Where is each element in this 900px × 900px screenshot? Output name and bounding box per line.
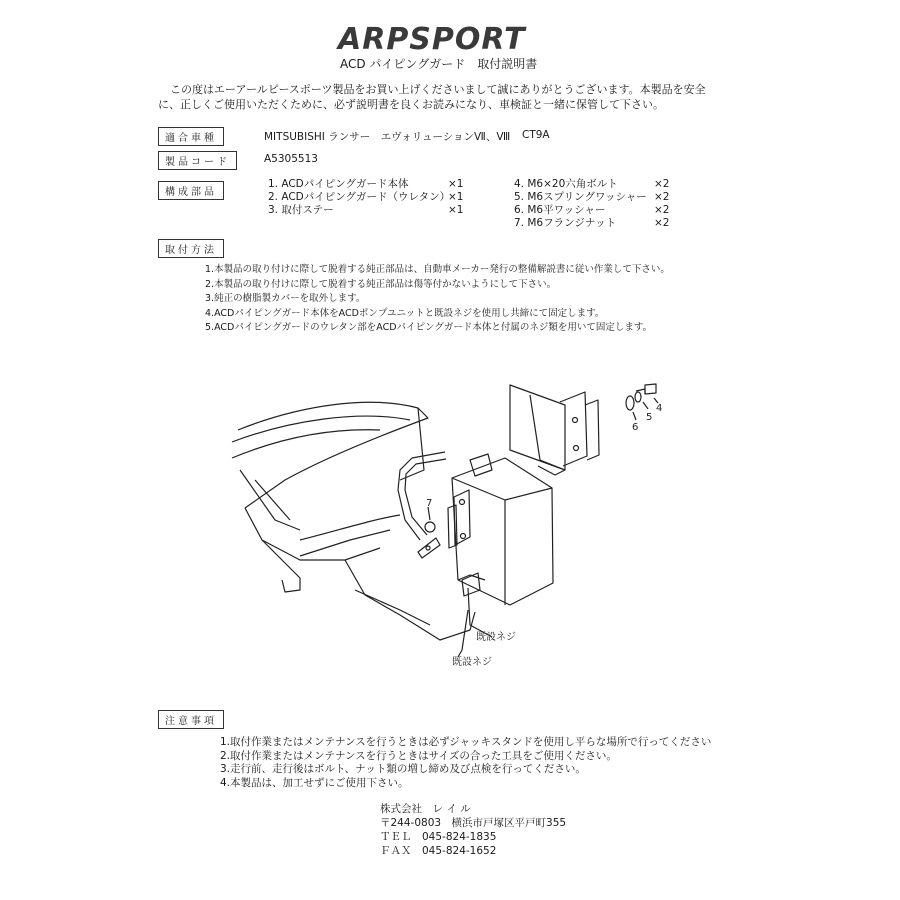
- intro-line-2: に、正しくご使用いただくために、必ず説明書を良くお読みになり、車検証と一緒に保管して下さい。: [158, 98, 664, 111]
- company-fax: ＦＡＸ 045-824-1652: [380, 845, 497, 857]
- brand-logo: ARPSPORT: [338, 22, 526, 57]
- vehicle-label: 適合車種: [158, 127, 224, 146]
- part-label-7: 7: [426, 498, 433, 509]
- part-qty: ×2: [654, 178, 670, 190]
- install-step: 5.ACDパイピングガードのウレタン部をACDパイピングガード本体と付属のネジ類を用いて固定します。: [205, 322, 653, 333]
- part-name: 4. M6×20六角ボルト: [514, 178, 618, 190]
- parts-label: 構成部品: [158, 181, 224, 200]
- caution-list: [220, 736, 711, 790]
- part-qty: ×1: [448, 191, 464, 203]
- part-qty: ×2: [654, 204, 670, 216]
- product-code-value: A5305513: [264, 153, 318, 165]
- part-name: 5. M6スプリングワッシャー: [514, 191, 647, 203]
- caution-label: 注意事項: [158, 710, 224, 729]
- part-label-6: 6: [632, 422, 639, 433]
- caution-item: 2.取付作業またはメンテナンスを行うときはサイズの合った工具をご使用ください。: [220, 749, 617, 762]
- part-qty: ×1: [448, 178, 464, 190]
- part-qty: ×1: [448, 204, 464, 216]
- install-step: 4.ACDパイピングガード本体をACDポンプユニットと既設ネジを使用し共締にて固定します。: [205, 307, 605, 319]
- intro-line-1: この度はエーアールピースポーツ製品をお買い上げくださいまして誠にありがとうございます。本製品を安全: [170, 83, 706, 96]
- install-step: 1.本製品の取り付けに際して脱着する純正部品は、自動車メーカー発行の整備解説書に従い作業して下さい。: [205, 264, 670, 275]
- company-tel: ＴＥＬ 045-824-1835: [380, 831, 497, 843]
- part-name: 3. 取付ステー: [268, 204, 334, 216]
- vehicle-model: MITSUBISHI ランサー エヴォリューションⅦ、Ⅷ: [264, 131, 511, 143]
- part-qty: ×2: [654, 191, 670, 203]
- company-address: 〒244-0803 横浜市戸塚区平戸町355: [380, 817, 567, 829]
- part-qty: ×2: [654, 217, 670, 229]
- part-label-5: 5: [646, 412, 653, 423]
- existing-screw-label-1: 既設ネジ: [476, 632, 516, 643]
- caution-item: 3.走行前、走行後はボルト、ナット類の増し締め及び点検を行ってください。: [220, 763, 586, 775]
- caution-item: 4.本製品は、加工せずにご使用下さい。: [220, 776, 409, 789]
- part-label-4: 4: [656, 403, 663, 414]
- part-name: 2. ACDパイピングガード（ウレタン）: [268, 191, 451, 203]
- company-info: [380, 802, 566, 858]
- install-step: 2.本製品の取り付けに際して脱着する純正部品は傷等付かないようにして下さい。: [205, 278, 557, 290]
- part-name: 6. M6平ワッシャー: [514, 204, 606, 216]
- existing-screw-label-2: 既設ネジ: [452, 657, 492, 668]
- caution-item: 1.取付作業またはメンテナンスを行うときは必ずジャッキスタンドを使用し平らな場所で行ってください: [220, 736, 712, 748]
- part-name: 7. M6フランジナット: [514, 217, 617, 229]
- vehicle-code: CT9A: [522, 129, 550, 141]
- product-code-label: 製品コード: [158, 151, 237, 170]
- document-title: ACD パイピングガード 取付説明書: [340, 57, 538, 71]
- part-name: 1. ACDパイピングガード本体: [268, 178, 409, 190]
- install-step: 3.純正の樹脂製カバーを取外します。: [205, 293, 366, 304]
- company-name: 株式会社 レ イ ル: [380, 803, 471, 815]
- install-label: 取付方法: [158, 239, 224, 258]
